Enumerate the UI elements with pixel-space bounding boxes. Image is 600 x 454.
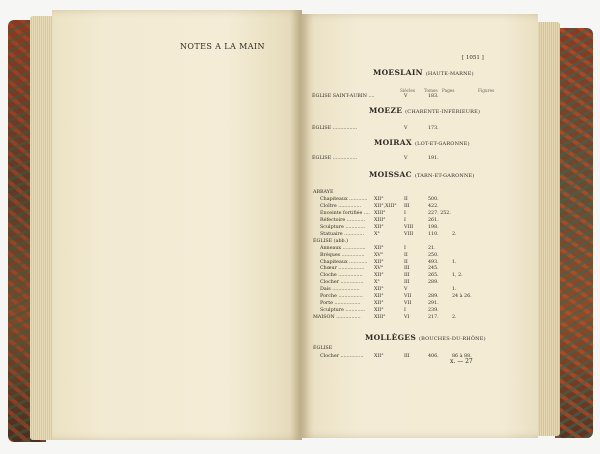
entry-value: V: [404, 94, 408, 99]
running-head: NOTES A LA MAIN: [180, 42, 265, 51]
entry-value: 250.: [428, 253, 439, 258]
entry-value: XII°: [374, 354, 384, 359]
entry-label: Réfectoire ............: [320, 218, 366, 223]
entry-value: III: [404, 273, 410, 278]
entry-value: V: [404, 287, 408, 292]
entry-value: II: [404, 253, 408, 258]
entry-label: Dais ..................: [320, 287, 360, 292]
entry-label: Cloche ................: [320, 273, 363, 278]
entry-value: XII°: [374, 246, 384, 251]
entry-value: XIII°: [374, 315, 386, 320]
entry-value: I: [404, 218, 406, 223]
page-mark: [ 1051 ]: [462, 55, 484, 61]
entry-value: III: [404, 280, 410, 285]
entry-value: 86 à 88.: [452, 354, 472, 359]
entry-label: Cloître ...............: [320, 204, 362, 209]
entry-label: Enceinte fortifiée ....: [320, 211, 370, 216]
entry-value: III: [404, 266, 410, 271]
entry-label: Clocher ...............: [320, 354, 364, 359]
entry-value: XII°: [374, 197, 384, 202]
entry-value: 183.: [428, 94, 439, 99]
signature-mark: x. — 27: [450, 358, 473, 365]
left-page: [52, 10, 302, 440]
entry-value: XII°: [374, 301, 384, 306]
entry-value: 239.: [428, 308, 439, 313]
section-heading: [365, 333, 486, 342]
entry-value: 265.: [428, 273, 439, 278]
section-name: MOIRAX: [374, 138, 415, 147]
column-head-figures: Figures: [478, 88, 495, 93]
entry-label: Statuaire .............: [320, 232, 364, 237]
entry-value: 291.: [428, 301, 439, 306]
entry-value: XIII°: [374, 218, 386, 223]
section-name: MOEZE: [369, 106, 406, 115]
entry-label: Anneaux ...............: [320, 246, 366, 251]
entry-label: MAISON ................: [313, 315, 361, 320]
entry-value: X°: [374, 280, 380, 285]
entry-value: 2.: [452, 315, 457, 320]
section-region: (TARN-ET-GARONNE): [414, 173, 475, 179]
entry-value: 422.: [428, 204, 439, 209]
entry-value: 110.: [428, 232, 439, 237]
entry-value: 1, 2.: [452, 273, 463, 278]
entry-value: VII: [404, 294, 412, 299]
entry-value: 191.: [428, 156, 439, 161]
section-heading: [374, 138, 470, 147]
entry-value: 173.: [428, 126, 439, 131]
entry-label: Bréques ...............: [320, 253, 365, 258]
entry-value: 245.: [428, 266, 439, 271]
entry-value: III: [404, 354, 410, 359]
entry-value: 500.: [428, 197, 439, 202]
entry-value: XII°,XIII°: [374, 204, 397, 209]
entry-label: ÉGLISE ................: [312, 126, 358, 131]
section-name: MOESLAIN: [373, 68, 426, 77]
entry-value: XII°: [374, 287, 384, 292]
entry-value: VI: [404, 315, 410, 320]
entry-value: VIII: [404, 225, 414, 230]
entry-label: Porche ................: [320, 294, 363, 299]
entry-label: ÉGLISE (abb.): [313, 239, 348, 244]
section-heading: [369, 170, 475, 179]
entry-value: III: [404, 204, 410, 209]
section-region: (HAUTE-MARNE): [425, 71, 474, 77]
entry-value: 24 à 26.: [452, 294, 472, 299]
entry-value: V: [404, 156, 408, 161]
section-name: MOLLÈGES: [365, 333, 419, 342]
entry-value: 1.: [452, 260, 457, 265]
entry-value: 198.: [428, 225, 439, 230]
entry-label: Chapiteaux ............: [320, 260, 368, 265]
section-heading: [369, 106, 480, 115]
entry-value: XV°: [374, 266, 384, 271]
entry-value: I: [404, 211, 406, 216]
entry-value: XII°: [374, 308, 384, 313]
entry-value: XII°: [374, 260, 384, 265]
entry-value: XIII°: [374, 211, 386, 216]
entry-value: 493.: [428, 260, 439, 265]
column-head-tomes: Tomes: [424, 88, 438, 93]
entry-label: Porte .................: [320, 301, 361, 306]
entry-value: XV°: [374, 253, 384, 258]
section-region: (BOUCHES-DU-RHÔNE): [418, 336, 486, 342]
section-region: (CHARENTE-INFÉRIEURE): [405, 109, 481, 115]
entry-value: 2.: [452, 232, 457, 237]
entry-value: XII°: [374, 225, 384, 230]
entry-label: ABBAYE: [313, 190, 334, 195]
entry-label: ÉGLISE ................: [312, 156, 358, 161]
entry-label: ÉGLISE: [313, 346, 333, 351]
entry-value: 21.: [428, 246, 436, 251]
entry-value: 227. 252.: [428, 211, 451, 216]
entry-value: V: [404, 126, 408, 131]
entry-value: VII: [404, 301, 412, 306]
entry-value: I: [404, 246, 406, 251]
column-head-pages: Pages: [442, 88, 455, 93]
entry-label: Chapiteaux ............: [320, 197, 368, 202]
entry-value: X°: [374, 232, 380, 237]
right-cover-marbled: [555, 28, 593, 438]
entry-value: VIII: [404, 232, 414, 237]
entry-value: 406.: [428, 354, 439, 359]
entry-label: Sculpture .............: [320, 225, 366, 230]
entry-label: Sculpture .............: [320, 308, 366, 313]
section-name: MOISSAC: [369, 170, 415, 179]
entry-value: 289.: [428, 294, 439, 299]
entry-value: 261.: [428, 218, 439, 223]
entry-value: 217.: [428, 315, 439, 320]
entry-value: XII°: [374, 273, 384, 278]
entry-value: 289.: [428, 280, 439, 285]
entry-value: II: [404, 197, 408, 202]
entry-value: XII°: [374, 294, 384, 299]
entry-label: ÉGLISE SAINT-AUBIN ....: [312, 94, 375, 99]
entry-label: Chœur .................: [320, 266, 365, 271]
column-head-siecles: Siècles: [400, 88, 415, 93]
entry-value: I: [404, 308, 406, 313]
section-region: (LOT-ET-GARONNE): [414, 141, 470, 147]
entry-label: Clocher ...............: [320, 280, 364, 285]
section-heading: [373, 68, 474, 77]
entry-value: II: [404, 260, 408, 265]
entry-value: 1.: [452, 287, 457, 292]
